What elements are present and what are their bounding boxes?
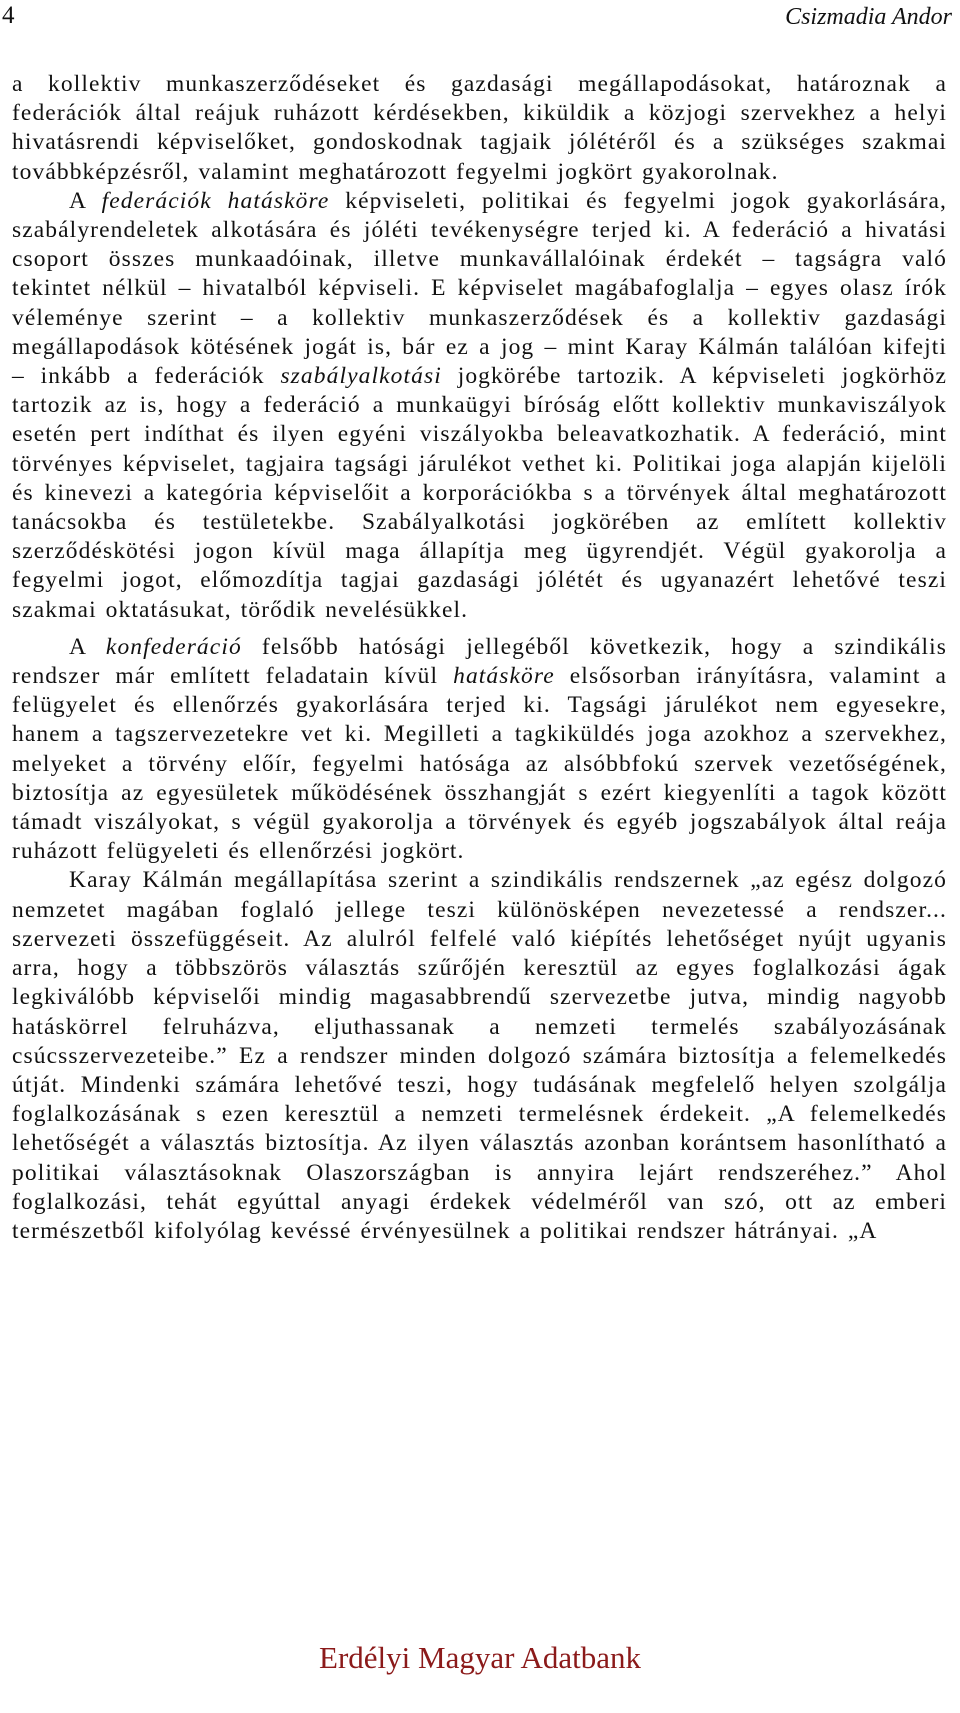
paragraph-confederation (12, 633, 947, 867)
footer-watermark: Erdélyi Magyar Adatbank (319, 1640, 641, 1675)
page-header (0, 0, 960, 40)
text-run: A (69, 633, 106, 660)
text-run: Karay Kálmán megállapítása szerint a szindikális rendszernek „az egész dolgozó nemzetet magában foglaló jellege teszi különösképen nevezetessé a rendszer... szervezeti összefüggéseit. Az alulról felfelé való kiépítés lehetőséget nyújt ugyanis arra, hogy a többszörös választás szűrőjén keresztül az egyes foglalkozási ágak legkiválóbb képviselői mindig magasabbrendű szervezetbe jutva, mindig nagyobb hatáskörrel felruházva, eljuthassanak a nemzeti termelés szabályozásának csúcsszervezeteibe.” Ez a rendszer minden dolgozó számára biztosítja a felemelkedés útját. Mindenki számára lehetővé teszi, hogy tudásának megfelelő helyen szolgálja foglalkozásának s ezen keresztül a nemzeti termelésnek érdekeit. „A felemelkedés lehetőségét a választás biztosítja. Az ilyen választás azonban korántsem hasonlítható a politikai választásoknak Olaszországban is annyira lejárt rendszeréhez.” Ahol foglalkozási, tehát egyúttal anyagi érdekek védelméről van szó, ott az emberi természetből kifolyólag kevéssé érvényesülnek a politikai rendszer hátrányai. „A (12, 867, 947, 1244)
text-run: felsőbb hatósági jellegéből következik, hogy a szindikális rendszer már említett feladatain kívül (12, 633, 948, 690)
text-run: a kollektiv munkaszerződéseket és gazdasági megállapodásokat, határoznak a federációk által reájuk ruházott kérdésekben, kiküldik a közjogi szervekhez a helyi hivatásrendi képviselőket, gondoskodnak tagjaik jólétéről és a szükséges szakmai továbbképzésről, valamint meghatározott fegyelmi jogkört gyakorolnak. (12, 71, 947, 185)
italic-term: szabályalkotási (280, 363, 442, 390)
paragraph-federation-powers (12, 187, 947, 625)
text-run: A (69, 187, 102, 214)
text-run: képviseleti, politikai és fegyelmi jogok gyakorlására, szabályrendeletek alkotására és jóléti tevékenységre terjed ki. A federáció a hivatási csoport összes munkaadóinak, illetve munkavállalóinak érdekét – tagságra való tekintet nélkül – hivatalból képviseli. E képviselet magábafoglalja – egyes olasz írók véleménye szerint – a kollektiv munkaszerződések és a kollektiv gazdasági megállapodások kötésének jogát is, bár ez a jog – mint Karay Kálmán találóan kifejti – inkább a federációk (12, 187, 948, 390)
paragraph-karay-quote (12, 866, 947, 1246)
page-number: 4 (2, 2, 15, 29)
body-text (12, 70, 947, 1246)
italic-term: federációk hatásköre (101, 187, 330, 214)
italic-term: konfederáció (105, 633, 242, 660)
running-head-author: Csizmadia Andor (785, 4, 952, 30)
text-run: elsősorban irányításra, valamint a felügyelet és ellenőrzés gyakorlására terjed ki. Tagsági járulékot nem egyesekre, hanem a tagszervezetekre vet ki. Megilleti a tagkiküldés joga azokhoz a szervekhez, melyeket a törvény előír, fegyelmi hatósága az alsóbbfokú szervek vezetőségének, biztosítja az egyesületek működésének összhangját s ezért kiegyenlíti a tagok között támadt viszályokat, s végül gyakorolja a törvények és egyéb jogszabályok által reája ruházott felügyeleti és ellenőrzési jogkört. (12, 663, 947, 865)
italic-term: hatásköre (453, 663, 555, 690)
text-run: jogkörébe tartozik. A képviseleti jogkörhöz tartozik az is, hogy a federáció a munkaügyi bíróság előtt kollektiv munkaviszályok esetén pert indíthat és ilyen egyéni viszályokba beleavatkozhatik. A federáció, mint törvényes képviselet, tagjaira tagsági járulékot vethet ki. Politikai joga alapján kijelöli és kinevezi a kategória képviselőit a korporációkba s a törvények által meghatározott tanácsokba és testületekbe. Szabályalkotási jogkörében az említett kollektiv szerződéskötési jogon kívül maga állapítja meg ügyrendjét. Végül gyakorolja a fegyelmi jogot, előmozdítja tagjai gazdasági jólétét és ugyanazért lehetővé teszi szakmai oktatásukat, törődik nevelésükkel. (12, 363, 948, 623)
paragraph-intro (12, 70, 947, 187)
